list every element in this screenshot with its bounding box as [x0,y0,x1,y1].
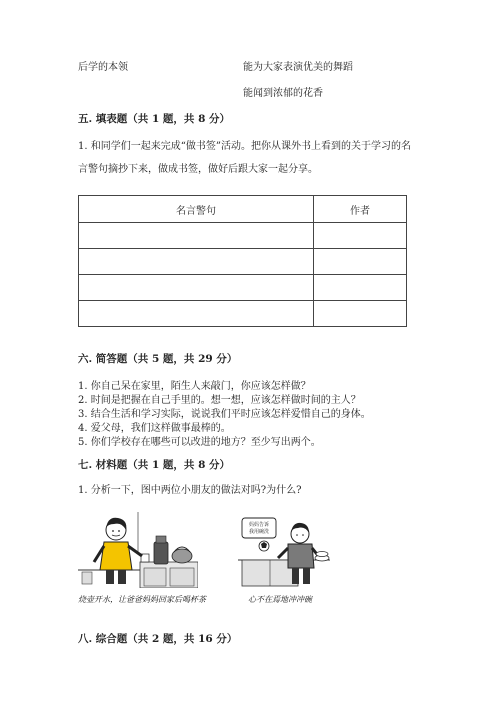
table-row [79,275,407,301]
left-image-caption: 烧壶开水，让爸爸妈妈回家后喝杯茶 [78,595,206,604]
section5-question-line1: 1. 和同学们一起来完成“做书签”活动。把你从课外书上看到的关于学习的名 [78,141,411,152]
quote-cell[interactable] [79,249,314,275]
section7-heading: 七. 材料题（共 1 题，共 8 分） [78,459,231,471]
boiling-water-illustration [78,512,198,588]
section6-item-2: 2. 时间是把握在自己手里的。想一想，应该怎样做时间的主人？ [78,395,361,406]
right-image-caption: 心不在焉地冲冲碗 [248,595,312,604]
quote-table [78,195,407,327]
section6-item-3: 3. 结合生活和学习实际，说说我们平时应该怎样爱惜自己的身体。 [78,409,371,420]
match-item-right-1: 能为大家表演优美的舞蹈 [243,62,353,73]
match-item-left: 后学的本领 [78,62,128,73]
author-cell[interactable] [314,275,407,301]
match-item-right-2: 能闻到浓郁的花香 [243,88,323,99]
section8-heading: 八. 综合题（共 2 题，共 16 分） [78,633,238,645]
quote-table-header-row [79,196,407,223]
author-cell[interactable] [314,223,407,249]
section6-item-4: 4. 爱父母，我们这样做事最棒的。 [78,423,231,434]
quote-column-header: 名言警句 [79,196,314,223]
quote-cell[interactable] [79,275,314,301]
author-cell[interactable] [314,249,407,275]
table-row [79,223,407,249]
section6-item-5: 5. 你们学校存在哪些可以改进的地方？至少写出两个。 [78,437,321,448]
section5-heading: 五. 填表题（共 1 题，共 8 分） [78,113,231,125]
sign-text-line1: 妈妈告诉 [248,522,270,528]
quote-cell[interactable] [79,301,314,327]
section7-question: 1. 分析一下，图中两位小朋友的做法对吗?为什么? [78,485,302,496]
table-row [79,249,407,275]
washing-dishes-illustration [238,512,330,588]
author-column-header: 作者 [314,196,407,223]
section5-question-line2: 言警句摘抄下来，做成书签，做好后跟大家一起分享。 [78,164,318,175]
quote-cell[interactable] [79,223,314,249]
author-cell[interactable] [314,301,407,327]
table-row [79,301,407,327]
section6-item-1: 1. 你自己呆在家里，陌生人来敲门，你应该怎样做？ [78,381,311,392]
section6-heading: 六. 简答题（共 5 题，共 29 分） [78,353,238,365]
sign-text-line2: 我用碗洗 [248,529,270,535]
